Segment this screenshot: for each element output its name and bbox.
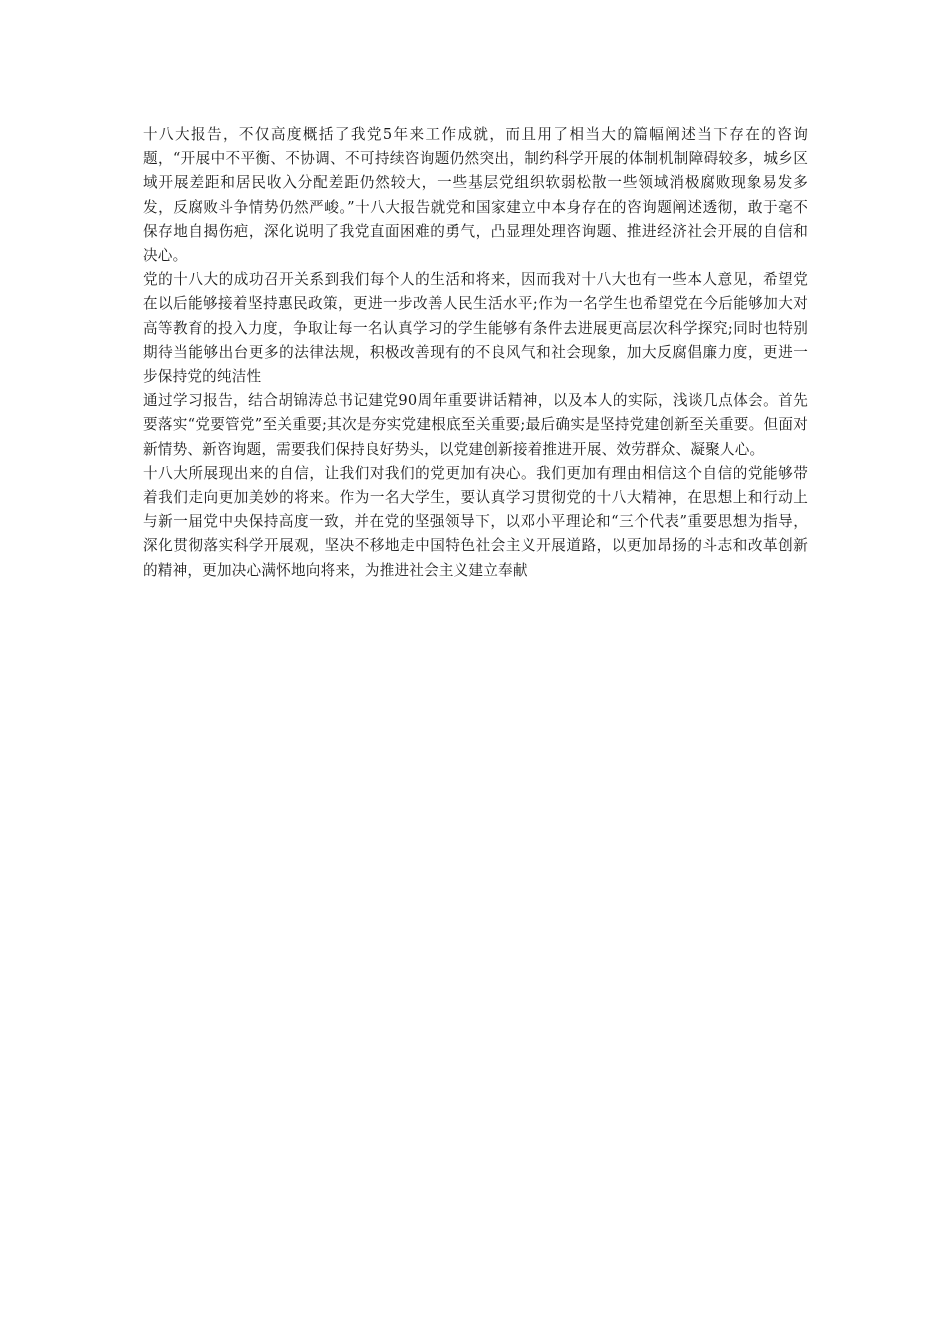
paragraph-1: 十八大报告，不仅高度概括了我党5年来工作成就，而且用了相当大的篇幅阐述当下存在的咨询题，“开展中不平衡、不协调、不可持续咨询题仍然突出，制约科学开展的体制机制障碍较多，城乡区域开展差距和居民收入分配差距仍然较大，一些基层党组织软弱松散一些领域消极腐败现象易发多发，反腐败斗争情势仍然严峻。”十八大报告就党和国家建立中本身存在的咨询题阐述透彻，敢于毫不保存地自揭伤疤，深化说明了我党直面困难的勇气，凸显理处理咨询题、推进经济社会开展的自信和决心。: [143, 126, 808, 265]
document-body: [143, 123, 808, 583]
paragraph-3: 通过学习报告，结合胡锦涛总书记建党90周年重要讲话精神，以及本人的实际，浅谈几点体会。首先要落实“党要管党”至关重要;其次是夯实党建根底至关重要;最后确实是坚持党建创新至关重要。但面对新情势、新咨询题，需要我们保持良好势头，以党建创新接着推进开展、效劳群众、凝聚人心。: [143, 392, 808, 458]
paragraph-4: 十八大所展现出来的自信，让我们对我们的党更加有决心。我们更加有理由相信这个自信的党能够带着我们走向更加美妙的将来。作为一名大学生，要认真学习贯彻党的十八大精神，在思想上和行动上与新一届党中央保持高度一致，并在党的坚强领导下，以邓小平理论和“三个代表”重要思想为指导，深化贯彻落实科学开展观，坚决不移地走中国特色社会主义开展道路，以更加昂扬的斗志和改革创新的精神，更加决心满怀地向将来，为推进社会主义建立奉献: [143, 464, 808, 579]
paragraph-2: 党的十八大的成功召开关系到我们每个人的生活和将来，因而我对十八大也有一些本人意见，希望党在以后能够接着坚持惠民政策，更进一步改善人民生活水平;作为一名学生也希望党在今后能够加大对高等教育的投入力度，争取让每一名认真学习的学生能够有条件去进展更高层次科学探究;同时也特别期待当能够出台更多的法律法规，积极改善现有的不良风气和社会现象，加大反腐倡廉力度，更进一步保持党的纯洁性: [143, 271, 808, 386]
